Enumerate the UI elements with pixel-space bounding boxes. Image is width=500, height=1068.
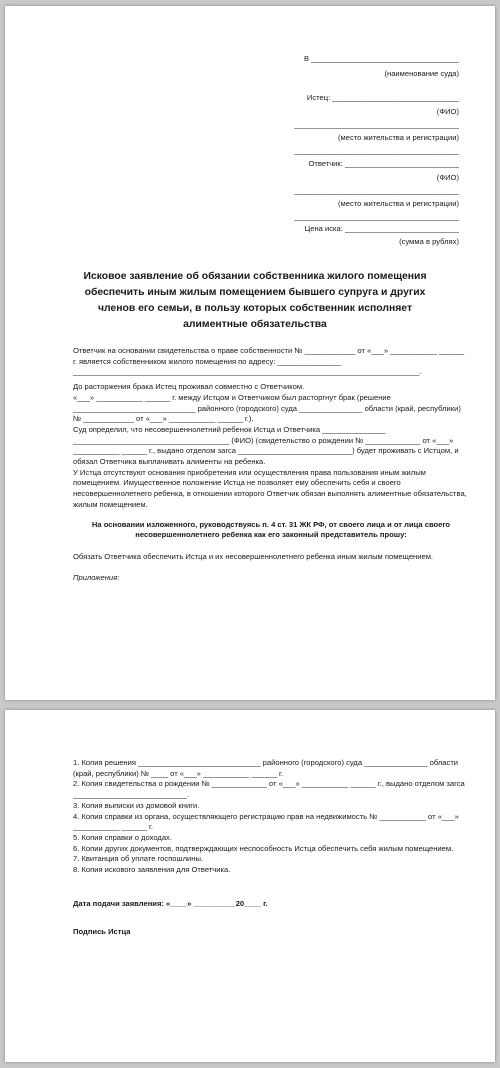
defendant-residence-caption: (место жительства и регистрации) bbox=[337, 199, 459, 208]
blank-line: _______________________________________ bbox=[294, 186, 459, 195]
blank-line: _______________________________________ bbox=[294, 212, 459, 221]
blank-line: _______________________________________ bbox=[294, 120, 459, 129]
attachment-item: 8. Копия искового заявления для Ответчика. bbox=[73, 865, 231, 875]
attachments-label: Приложения: bbox=[73, 572, 120, 582]
attachments-list bbox=[73, 758, 469, 938]
paragraph-court-decision: Суд определил, что несовершеннолетний ребенок Истца и Ответчика _______________ _____________________________________ (ФИО) (свидетельство о рождении № _____________ от «___» ___________ ______ г., выдано отделом загса ___________________________) будет проживать с Истцом, и обязал Ответчика выплачивать алименты на ребенка. bbox=[73, 424, 459, 467]
plaintiff-residence-caption: (место жительства и регистрации) bbox=[337, 133, 459, 142]
request-paragraph: На основании изложенного, руководствуясь п. 4 ст. 31 ЖК РФ, от своего лица и от лица своего несовершеннолетнего ребенка как его законный представитель прошу: bbox=[91, 519, 451, 540]
court-caption: (наименование суда) bbox=[384, 69, 459, 78]
attachment-item: 1. Копия решения _____________________________ районного (городского) суда _______________ области (край, республики) № ____ от «___» ___________ ______ г. bbox=[73, 758, 459, 778]
attachment-item: 7. Квитанция об уплате госпошлины. bbox=[73, 854, 204, 864]
attachment-item: 6. Копии других документов, подтверждающих неспособность Истца обеспечить себя жилым помещением. bbox=[73, 843, 454, 853]
attachment-item: 5. Копия справки о доходах. bbox=[73, 832, 172, 842]
plaintiff-line: Истец: ______________________________ bbox=[306, 93, 459, 102]
paragraph-ownership: Ответчик на основании свидетельства о праве собственности № ____________ от «___» ___________ ______ г. является собственником жилого помещения по адресу: _______________ __________________________________________________________________________________. bbox=[73, 346, 465, 377]
paragraph-divorce: «___» ___________ ______ г. между Истцом и Ответчиком был расторгнут брак (решение _____________________________ районного (городского) суда _______________ области (край, республики) № ____________ от «___» ___________ ______ г.). bbox=[73, 392, 461, 424]
defendant-fio-caption: (ФИО) bbox=[436, 173, 459, 182]
demand-paragraph: Обязать Ответчика обеспечить Истца и их несовершеннолетнего ребенка иным жилым помещением. bbox=[73, 551, 434, 561]
attachment-item: 3. Копия выписки из домовой книги. bbox=[73, 800, 200, 810]
document-page-2 bbox=[5, 710, 495, 1062]
paragraph-no-housing: У Истца отсутствуют основания приобретения или осуществления права пользования иным жилым помещением. Имущественное положение Истца не позволяет ему обеспечить себя и своего несовершеннолетнего ребенка, в отношении которого Ответчик обязан выполнять алиментные обязательства, жилым помещением. bbox=[73, 467, 467, 509]
plaintiff-signature: Подпись Истца bbox=[73, 927, 131, 937]
claim-price-line: Цена иска: ___________________________ bbox=[304, 224, 459, 233]
court-line: В ___________________________________ bbox=[304, 54, 459, 63]
document-title: Исковое заявление об обязании собственника жилого помещения обеспечить иным жилым помещением бывшего супруга и других членов его семьи, в пользу которых собственник исполняет алиментные обязательства bbox=[83, 271, 427, 330]
blank-line: _______________________________________ bbox=[294, 146, 459, 155]
attachment-item: 4. Копия справки из органа, осуществляющего регистрацию прав на недвижимость № ___________ от «___» ___________ ______ г. bbox=[73, 811, 459, 832]
attachment-item: 2. Копия свидетельства о рождении № _____________ от «___» ___________ ______ г., выдано отделом загса ___________________________. bbox=[73, 779, 465, 800]
claim-body bbox=[73, 346, 469, 583]
document-page-1 bbox=[5, 6, 495, 700]
defendant-line: Ответчик: ___________________________ bbox=[308, 159, 459, 168]
claim-price-caption: (сумма в рублях) bbox=[399, 237, 459, 246]
paragraph-cohabitation: До расторжения брака Истец проживал совместно с Ответчиком. bbox=[73, 382, 305, 392]
plaintiff-fio-caption: (ФИО) bbox=[436, 107, 459, 116]
submission-date: Дата подачи заявления: «____» __________20____ г. bbox=[73, 898, 268, 908]
